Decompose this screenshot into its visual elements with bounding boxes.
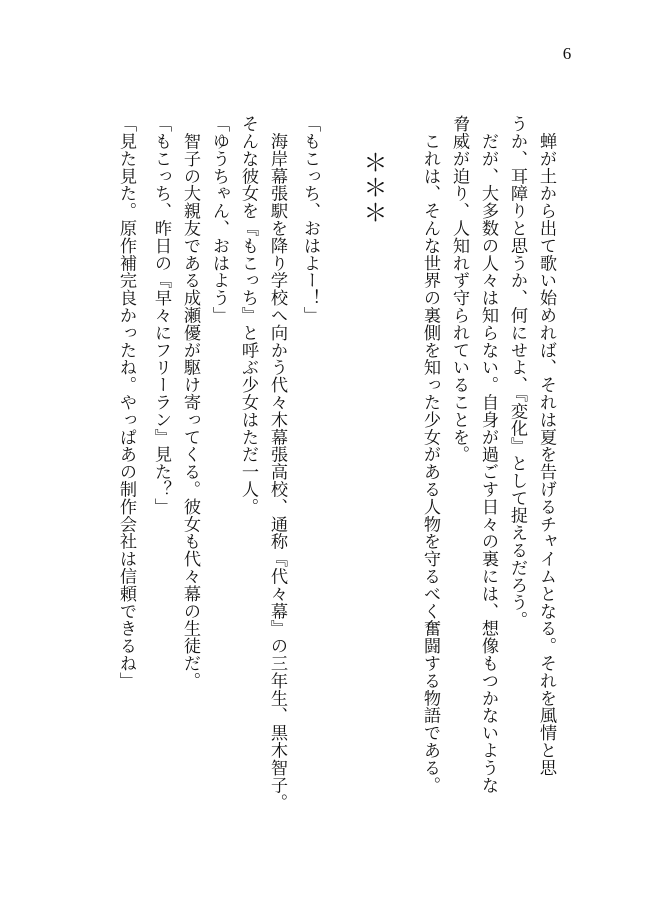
text-line: うか、耳障りと思うか、何にせよ、『変化』として捉えるだろう。 (507, 115, 527, 629)
page-number: 6 (562, 44, 572, 63)
text-line: 脅威が迫り、人知れず守られていることを。 (449, 115, 469, 463)
text-line: 「ゆうちゃん、おはよう」 (209, 115, 229, 324)
text-line: 智子の大親友である成瀬優が駆け寄ってくる。彼女も代々幕の生徒だ。 (180, 115, 200, 690)
text-line: 「もこっち、おはよー！」 (300, 115, 320, 324)
text-line: 「もこっち、昨日の『早々にフリーラン』見た？」 (151, 115, 171, 516)
text-line: 「見た見た。原作補完良かったね。やっぱあの制作会社は信頼できるね」 (116, 115, 136, 690)
text-line: だが、大多数の人々は知らない。自身が過ごす日々の裏には、想像もつかないような (478, 115, 498, 794)
text-line: そんな彼女を『もこっち』と呼ぶ少女はただ一人。 (238, 115, 258, 516)
text-line: これは、そんな世界の裏側を知った少女がある人物を守るべく奮闘する物語である。 (420, 115, 440, 794)
scene-break: ＊＊＊ (359, 150, 387, 225)
text-line: 蝉が土から出て歌い始めれば、それは夏を告げるチャイムとなる。それを風情と思 (536, 115, 556, 777)
text-line: 海岸幕張駅を降り学校へ向かう代々木幕張高校、通称『代々幕』の三年生、黒木智子。 (267, 115, 287, 811)
